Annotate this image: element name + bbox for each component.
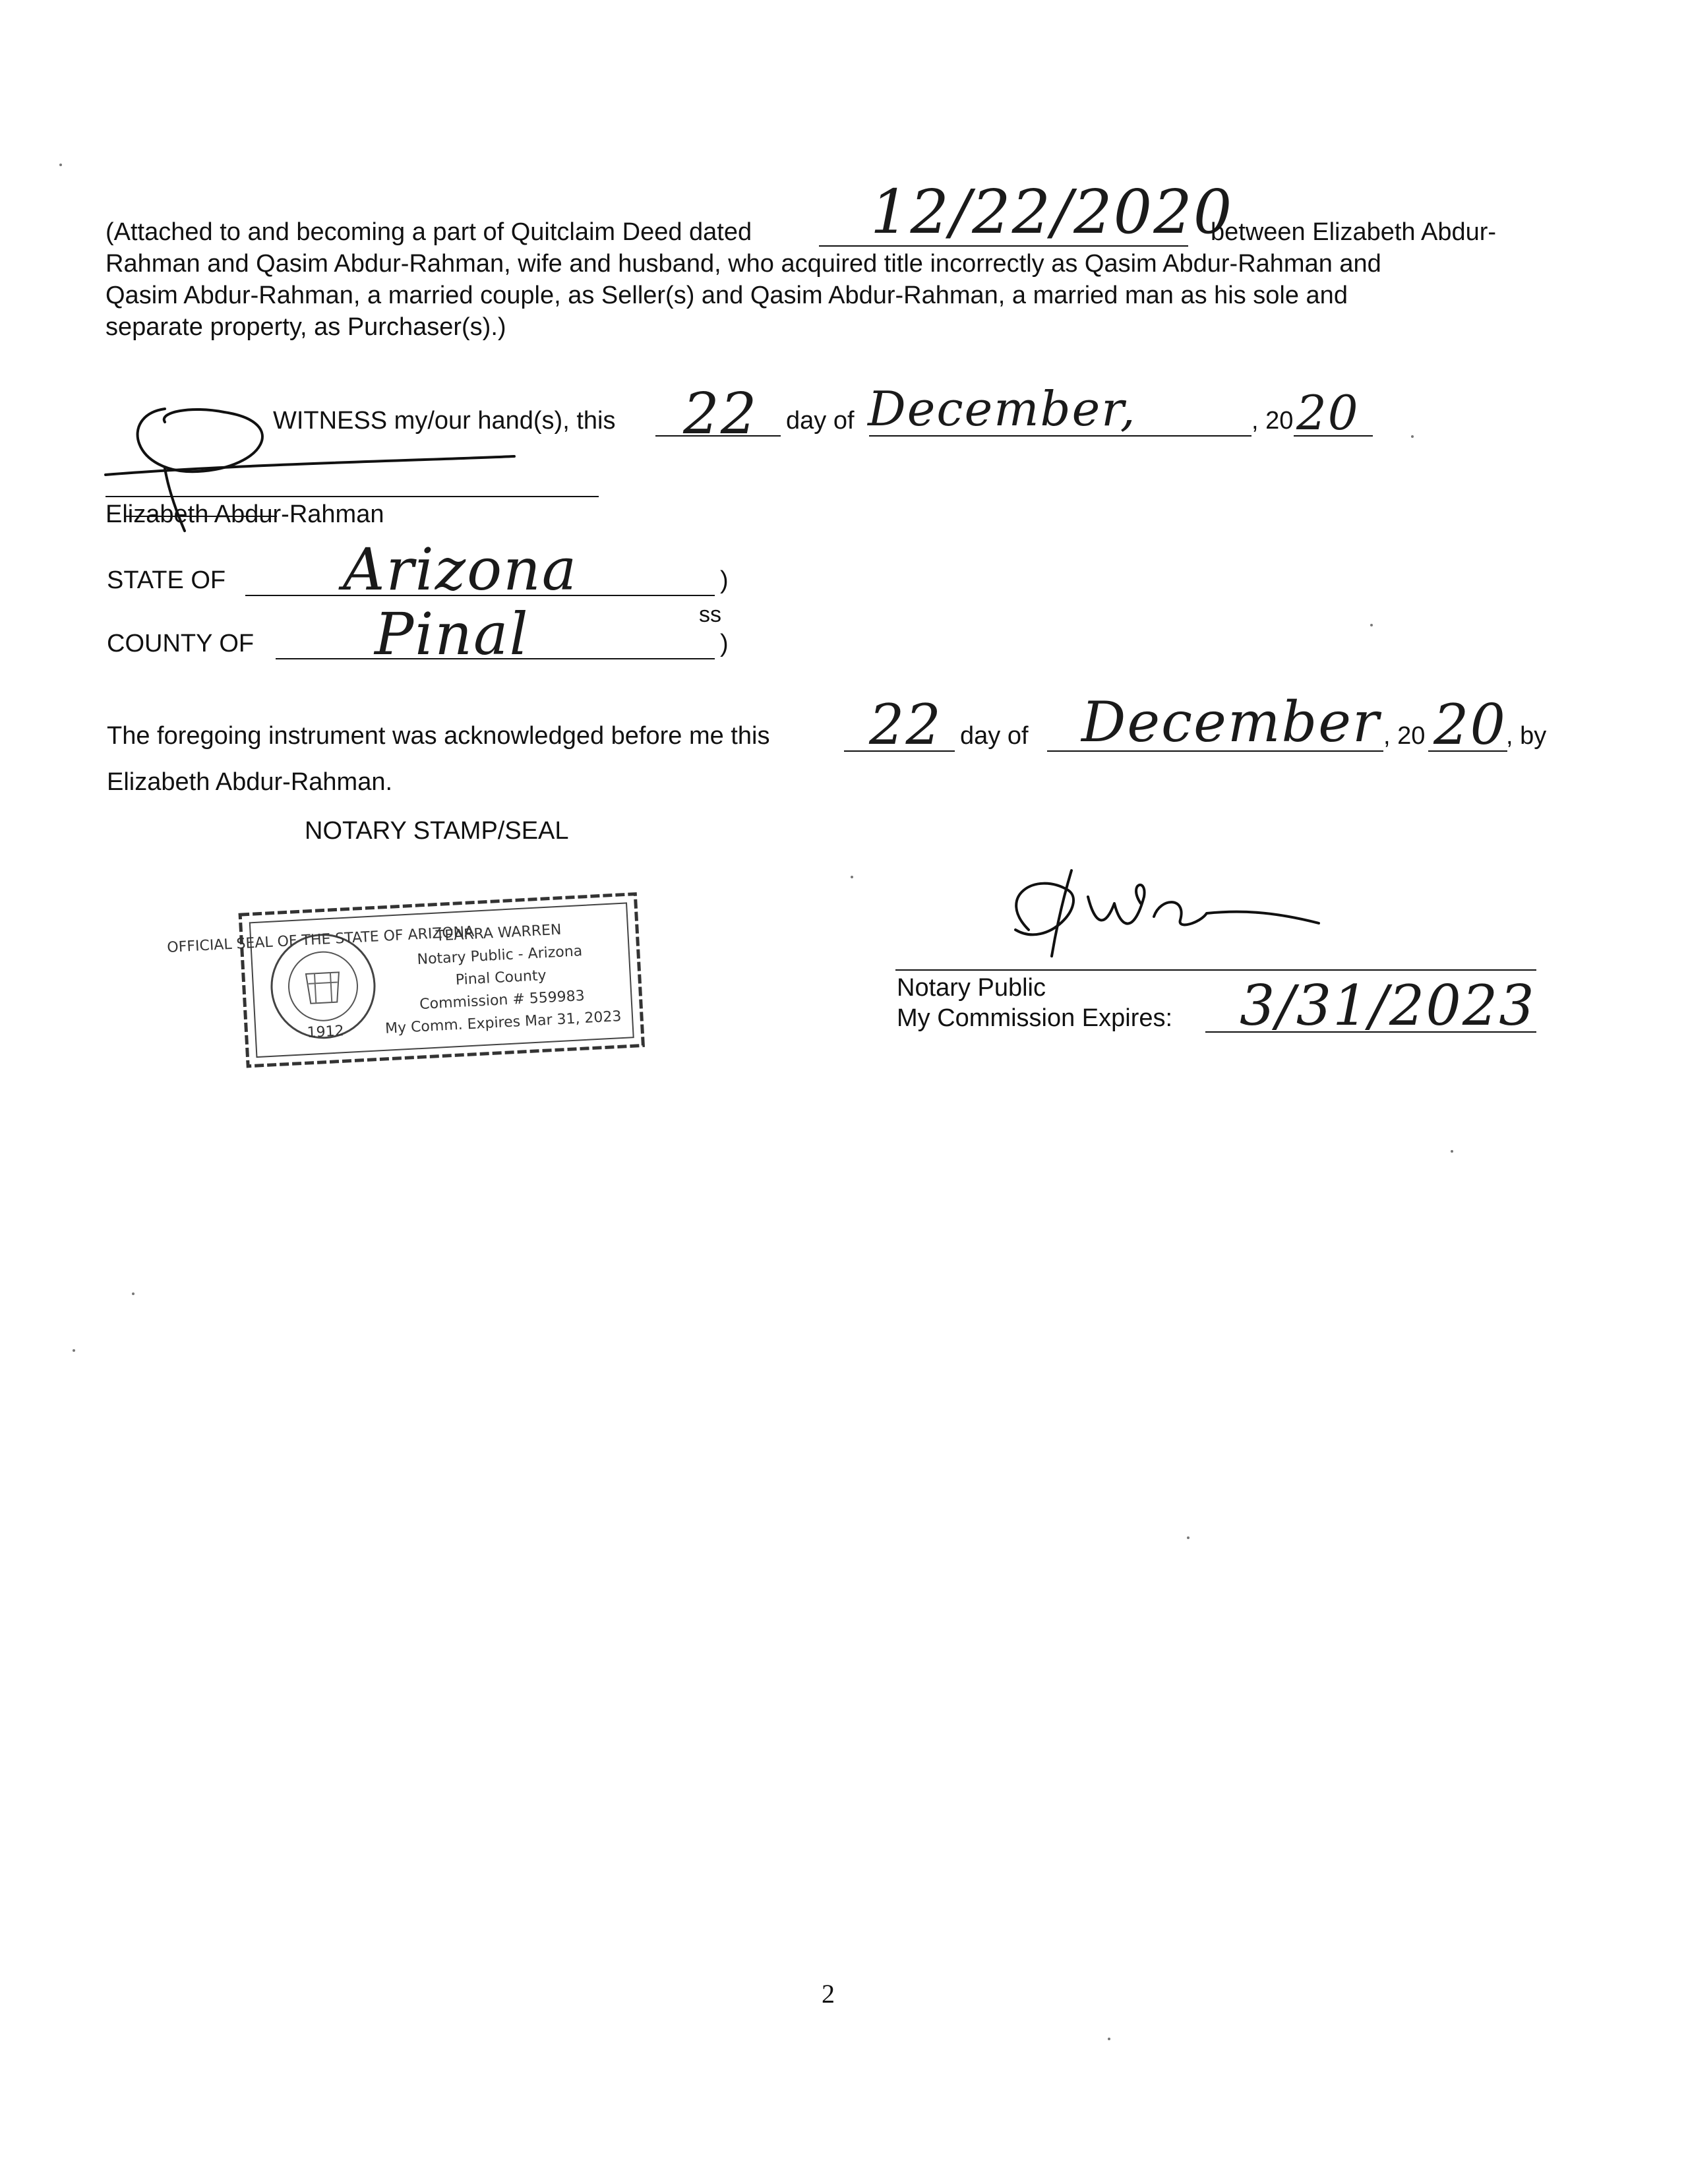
page-number: 2 <box>822 1979 835 2009</box>
witness-year-handwritten: 20 <box>1296 385 1360 440</box>
acknowledgment-prefix: The foregoing instrument was acknowledged before me this <box>107 722 770 750</box>
scan-speck <box>1451 1150 1453 1153</box>
attachment-line-4: separate property, as Purchaser(s).) <box>106 313 506 341</box>
stamp-commission: Commission # 559983 <box>419 987 586 1014</box>
acknowledgment-day-handwritten: 22 <box>869 692 942 757</box>
stamp-seal-ring-text: OFFICIAL SEAL OF THE STATE OF ARIZONA <box>166 923 475 956</box>
elizabeth-signature-line <box>106 496 599 497</box>
witness-day-of-label: day of <box>786 407 855 435</box>
notary-expires-label: My Commission Expires: <box>897 1004 1173 1032</box>
county-label: COUNTY OF <box>107 630 255 657</box>
stamp-name: TEARRA WARREN <box>435 921 562 945</box>
notary-stamp <box>166 888 659 1079</box>
attachment-line-3: Qasim Abdur-Rahman, a married couple, as Seller(s) and Qasim Abdur-Rahman, a married man as his sole and <box>106 282 1348 309</box>
acknowledgment-day-of-label: day of <box>960 722 1029 750</box>
scan-speck <box>1187 1536 1190 1539</box>
scan-speck <box>851 876 853 878</box>
notary-seal-label: NOTARY STAMP/SEAL <box>305 817 569 845</box>
acknowledgment-name-line: Elizabeth Abdur-Rahman. <box>107 768 393 796</box>
deed-date-handwritten: 12/22/2020 <box>870 177 1234 247</box>
attachment-line-1-suffix: between Elizabeth Abdur- <box>1211 218 1497 246</box>
acknowledgment-month-handwritten: December <box>1081 690 1381 754</box>
scan-speck <box>59 164 62 166</box>
state-paren: ) <box>720 566 729 594</box>
scan-speck <box>1108 2038 1110 2040</box>
attachment-line-2: Rahman and Qasim Abdur-Rahman, wife and husband, who acquired title incorrectly as Qasim Abdur-Rahman and <box>106 250 1381 278</box>
witness-prefix: WITNESS my/our hand(s), this <box>273 407 616 435</box>
acknowledgment-year-handwritten: 20 <box>1433 692 1507 757</box>
acknowledgment-by-label: , by <box>1506 722 1547 750</box>
attachment-line-1-prefix: (Attached to and becoming a part of Quitclaim Deed dated <box>106 218 752 246</box>
scan-speck <box>132 1292 135 1295</box>
stamp-expires: My Comm. Expires Mar 31, 2023 <box>384 1008 622 1037</box>
notary-signature-line <box>895 969 1536 971</box>
witness-month-handwritten: December, <box>868 381 1137 437</box>
elizabeth-signer-name: Elizabeth Abdur-Rahman <box>106 501 384 528</box>
acknowledgment-year-prefix: , 20 <box>1383 722 1426 750</box>
venue-ss: ss <box>699 602 721 627</box>
state-label: STATE OF <box>107 566 226 594</box>
stamp-seal-year: 1912 <box>307 1023 345 1042</box>
stamp-county: Pinal County <box>455 967 547 989</box>
scan-speck <box>1411 435 1414 438</box>
notary-public-label: Notary Public <box>897 974 1046 1002</box>
notary-signature <box>989 857 1358 969</box>
name-strikethrough <box>125 516 277 517</box>
witness-year-prefix: , 20 <box>1251 407 1294 435</box>
witness-day-handwritten: 22 <box>683 381 758 447</box>
stamp-title: Notary Public - Arizona <box>417 943 583 969</box>
county-paren: ) <box>720 630 729 657</box>
scan-speck <box>73 1349 75 1352</box>
notary-expires-handwritten: 3/31/2023 <box>1240 973 1536 1038</box>
state-handwritten: Arizona <box>343 535 578 603</box>
scan-speck <box>1370 624 1373 626</box>
county-handwritten: Pinal <box>375 600 529 668</box>
